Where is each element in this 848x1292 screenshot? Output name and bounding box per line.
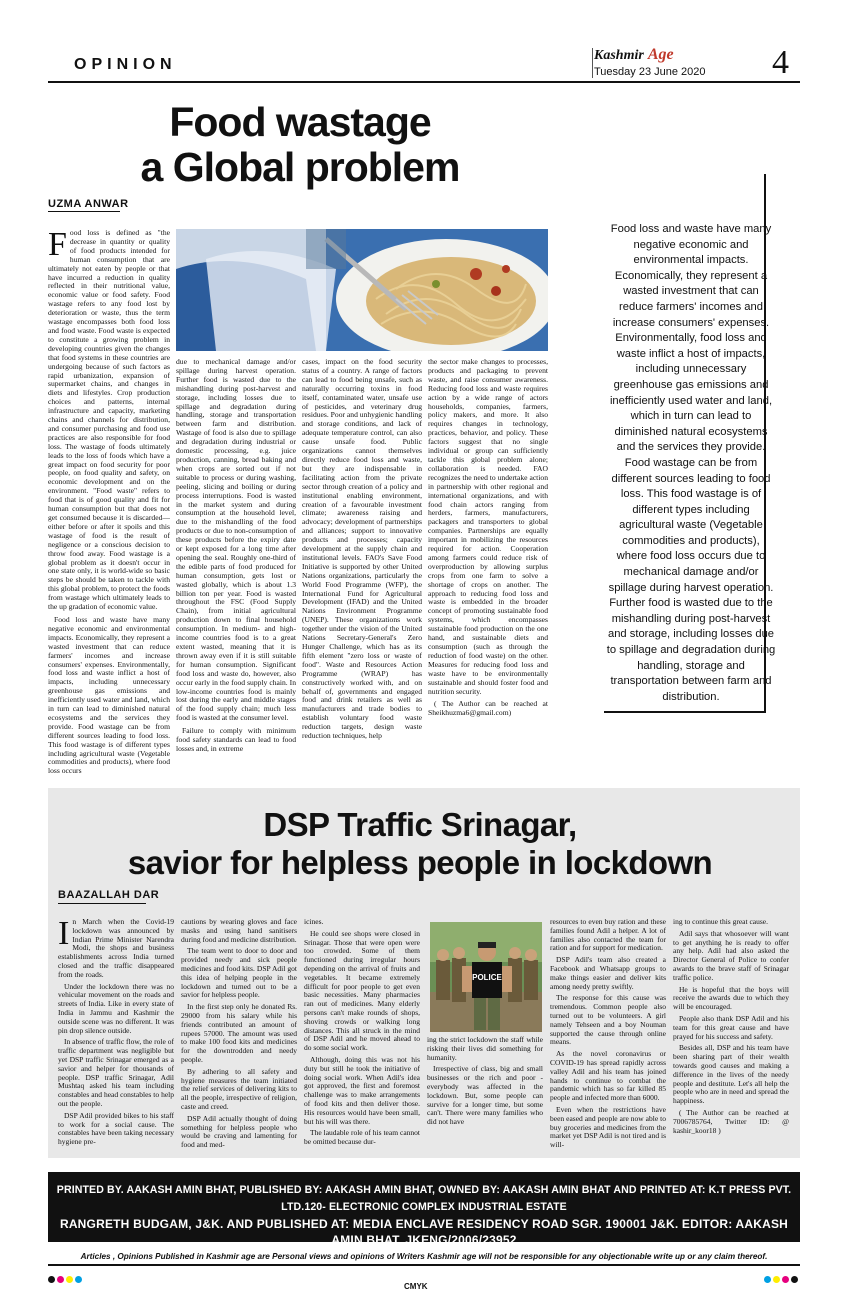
article2-col4-p1: ing the strict lockdown the staff while risking their lives did something for humanity. — [427, 1036, 543, 1062]
masthead-logo-part2: Age — [647, 46, 674, 63]
article2-column-6 — [673, 918, 789, 1154]
article2-headline-line1: DSP Traffic Srinagar, — [263, 806, 577, 843]
yellow-dot — [66, 1276, 73, 1283]
article2-col1-p1: n March when the Covid-19 lockdown was announced by Indian Prime Minister Narendra Modi, the shops and business establishments across India turned closed and the traffic disappeared from the roads. — [58, 918, 174, 979]
header-rule — [48, 81, 800, 83]
article2-headline — [100, 806, 740, 882]
article1-col1-p1: ood loss is defined as "the decrease in quantity or quality of food products intended for human consumption that are ultimately not eaten by people or that have incurred a reduction in quality reflected in their nutritional value, economic value or food safety. Food wastage refers to any food lost by deterioration or waste, thus the term wastage encompasses both food loss and food waste. Food waste is expected to constitute a growing problem in developing countries given the changes that food systems in these countries are undergoing because of such factors as rapid urbanization, expansion of supermarket chains, and changes in diets and lifestyles. Crop production choices and patterns, internal infrastructure and capacity, marketing chains and channels for distribution, and consumer purchasing and food use practices are also responsible for food loss. The wastage of foods ultimately leads to the loss of foods which have a great impact on food security for poor people, on food quality and safety, on economic development and on the environment. "Food waste" refers to food that is of good quality and fit for human consumption but that does not get consumed because it is discarded—either before or after it spoils and this wastage of food is the result of negligence or a conscious decision to throw food away. Food wastage is a global problem as it doesn't occur in one state only, it is world-wide so basic steps be should be taken to tackle with this global problem, to protect the foods from wastage which ultimately leads to the up gradation of economic value. — [48, 229, 170, 612]
article1-headline — [100, 100, 500, 190]
article2-paragraph — [58, 918, 174, 980]
byline-rule — [58, 903, 146, 904]
issue-date: Tuesday 23 June 2020 — [594, 66, 706, 78]
cmyk-marker: CMYK — [404, 1282, 428, 1291]
footer-rule — [48, 1264, 800, 1266]
article2-col6-p5: Besides all, DSP and his team have been sharing part of their wealth towards good causes and making a difference in the lives of the needy people and destitute. Let's all help the people who are in need and spread the happiness. — [673, 1043, 789, 1106]
article2-col5-p4: As the novel coronavirus or COVID-19 has spread rapidly across valley Adil and his team has joined hands to continue to combat the pandemic which has so far killed 85 people and infected more than 6000. — [550, 1049, 666, 1103]
registration-dots-left — [48, 1268, 84, 1287]
article2-col2-p2: The team went to door to door and provided needy and sick people medicines and food kits. DSP Adil got this idea of helping people in the lockdown and turned out to be a savior for helpless people. — [181, 946, 297, 1000]
section-label: OPINION — [74, 56, 177, 73]
cyan-dot — [75, 1276, 82, 1283]
article2-col6-p2: Adil says that whosoever will want to get anything he is ready to offer any help. Adil had also asked the Director General of Police to confer awards to the brave staff of Srinagar traffic police. — [673, 928, 789, 982]
dropcap: F — [48, 229, 67, 263]
byline-rule — [48, 211, 120, 212]
article2-col5-p2: DSP Adil's team also created a Facebook and Whatsapp groups to make things easier and deliver kits among needy pretty swiftly. — [550, 955, 666, 991]
article2-col2-p4: By adhering to all safety and hygiene measures the team initiated the relief services of delivering kits to all the people, irrespective of religion, caste and creed. — [181, 1066, 297, 1111]
article2-headline-line2: savior for helpless people in lockdown — [127, 844, 713, 881]
article2-column-1 — [58, 918, 174, 1154]
article2-column-3 — [304, 918, 420, 1154]
article1-column-1 — [48, 229, 170, 791]
article1-byline: UZMA ANWAR — [48, 198, 129, 210]
masthead-logo — [594, 46, 674, 64]
article2-col1-p2: Under the lockdown there was no vehicular movement on the roads and streets of India. Like in every state of India in Jammu and Kashmir the outside scene was no different. It was pin drop silence outside. — [58, 981, 174, 1035]
article1-col1-p2: Food loss and waste have many negative economic and environmental impacts. Economically, they represent a wasted investment that can reduce farmers' incomes and increase consumers' expenses. Environmentally, food loss and waste inflict a host of impacts, including unnecessary greenhouse gas emissions and inefficiently used water and land, which in turn can lead to diminished natural ecosystems and the services they provide. Food wastage can be from different sources leading to food loss. This food wastage is of different types including agricultural waste (Vegetable commodities and products), where food loss occurs — [48, 614, 170, 776]
black-dot — [791, 1276, 798, 1283]
article2-col3-p1: icines. — [304, 918, 324, 926]
imprint-line-1: PRINTED BY. AAKASH AMIN BHAT, PUBLISHED BY: AAKASH AMIN BHAT, OWNED BY: AAKASH AMIN BHAT AND PRINTED AT: K.T PRESS PVT. LTD.120- ELECTRONIC COMPLEX INDUSTRIAL ESTATE — [56, 1184, 792, 1213]
article2-col6-p4: People also thank DSP Adil and his team for this great cause and have prayed for his success and safety. — [673, 1013, 789, 1041]
article2-col2-p3: In the first step only he donated Rs. 29000 from his salary while his friends contributed an amount of rupees 57000. The amount was used to make 100 food kits and medicines for the downtrodden and needy people. — [181, 1002, 297, 1064]
magenta-dot — [782, 1276, 789, 1283]
article1-column-4 — [428, 358, 548, 790]
article2-column-2 — [181, 918, 297, 1154]
article1-col2-p1: due to mechanical damage and/or spillage during harvest operation. Further food is wasted due to the mishandling during post-harvest and storage, including losses due to spillage and degradation during handling, storage and transportation between farm and distribution. Wastage of food is also due to spillage and degradation during industrial or domestic processing, e.g. juice production, canning, bread baking and when crops are sorted out if not suitable to process or during washing, peeling, slicing and boiling or during process interruptions. Food is wasted in the market system and during consumption at the household level, due to the mishandling of the food products or due to non-consumption of these products before the expiry date or kept exposed for a long time after opening the seal. Roughly one-third of the edible parts of food produced for human consumption, gets lost or wasted globally, which is about 1.3 billion ton per year. Food is wasted throughout the FSC (Food Supply Chain), from initial agricultural production down to final household consumption. In medium- and high-income countries food is to a great extent wasted, meaning that it is thrown away even if it is still suitable for human consumption. Significant food loss and waste do, however, also occur early in the food supply chain. In low-income countries food is mainly lost during the early and middle stages of the food supply chain; much less food is wasted at the consumer level. — [176, 358, 296, 723]
article2-col2-p1: cautions by wearing gloves and face masks and using hand sanitisers during food and medicine distribution. — [181, 918, 297, 944]
imprint-line-2: RANGRETH BUDGAM, J&K. AND PUBLISHED AT: MEDIA ENCLAVE RESIDENCY ROAD SGR. 190001 J&K. EDITOR: AAKASH AMIN BHAT, JKENG/2006/23952 — [59, 1217, 789, 1247]
article2-col2-p5: DSP Adil actually thought of doing something for helpless people who would be craving and lamenting for food and med- — [181, 1113, 297, 1150]
article1-column-2 — [176, 358, 296, 790]
article2-col6-p1: ing to continue this great cause. — [673, 918, 768, 926]
pull-quote-horizontal-rule — [604, 711, 766, 713]
article2-col5-p3: The response for this cause was tremendous. Common people also turned out to be volunteers. A girl namely Tehseen and a boy Nouman supported the cause through online means. — [550, 993, 666, 1047]
article2-col3-p2: He could see shops were closed in Srinagar. Those that were open were too crowded. Some of them functioned during irregular hours depending on the arrival of fruits and vegetables. It became extremely difficult for poor people to get even basic necessities. Many pharmacies ran out of medicines. Many elderly persons can't make rounds of shops, shoving crowds or walking long distances. This all struck in the mind of DSP Adil and he moved ahead to do some social work. — [304, 928, 420, 1053]
article1-author-note: ( The Author can be reached at Sheikhuzma6@gmail.com) — [428, 699, 548, 718]
article2-col3-p4: The laudable role of his team cannot be omitted because dur- — [304, 1128, 420, 1147]
article1-col2-p2: Failure to comply with minimum food safety standards can lead to food losses and, in extreme — [176, 726, 296, 753]
article2-author-note: ( The Author can be reached at 7006785764, Twitter ID: @ kashir_koor18 ) — [673, 1107, 789, 1135]
article2-column-4 — [427, 1036, 543, 1154]
article2-col1-p3: In absence of traffic flow, the role of traffic department was negligible but yet DSP traffic Srinagar emerged as a savior and helper for thousands of people. DSP traffic Srinagar, Adil Mushtaq asked his team including constables and head constables to help out the people. — [58, 1037, 174, 1108]
article1-headline-line2: a Global problem — [140, 144, 460, 190]
page-number: 4 — [772, 44, 789, 81]
article1-col3-p1: cases, impact on the food security status of a country. A range of factors can lead to food being unsafe, such as naturally occurring toxins in food itself, contaminated water, unsafe use of pesticides, and veterinary drug residues. Poor and unhygienic handling and storage conditions, and lack of adequate temperature control, can also cause unsafe food. Public organizations cannot themselves directly reduce food loss and waste, but they are indispensable in facilitating action from the private sector through creation of a policy and institutional enabling environment, creation of a favourable investment climate; awareness raising and advocacy; development of partnerships and alliances; support to innovative products and processes; capacity development at the supply chain and institutional levels. FAO's Save Food Initiative is supported by other United Nations organizations, particularly the World Food Programme (WFP), the International Fund for Agricultural Development (IFAD) and the United Nations Environment Programme (UNEP). These organizations work together under the vision of the United Nations Secretary-General's Zero Hunger Challenge, which has as its fifth element "zero loss or waste of food". Waste and Resources Action Programme (WRAP) has constructively worked with, and on behalf of, governments and engaged food and drink retailers as well as manufacturers and trade bodies to establish voluntary food waste reduction targets, design waste reduction techniques, help — [302, 358, 422, 741]
article2-col6-p3: He is hopeful that the boys will receive the awards due to which they will be encouraged. — [673, 984, 789, 1012]
dropcap: I — [58, 918, 70, 952]
article2-byline: BAAZALLAH DAR — [58, 889, 160, 901]
food-waste-photo — [176, 229, 548, 351]
dsp-adil-photo-illustration — [430, 922, 542, 1032]
black-dot — [48, 1276, 55, 1283]
article2-col1-p4: DSP Adil provided bikes to his staff to work for a social cause. The constables have been taking necessary hygiene pre- — [58, 1110, 174, 1147]
article2-col5-p1: resources to even buy ration and these families found Adil a helper. A lot of families also contacted the team for ration and for support for medication. — [550, 918, 666, 953]
police-shirt-text: POLICE — [472, 973, 502, 982]
article2-col5-p5: Even when the restrictions have been eased and people are now able to buy groceries and medicines from the market yet DSP Adil is not tired and is will- — [550, 1104, 666, 1150]
dsp-adil-photo — [430, 922, 542, 1032]
masthead-divider — [592, 48, 593, 78]
cyan-dot — [764, 1276, 771, 1283]
article2-column-5 — [550, 918, 666, 1154]
article1-column-3 — [302, 358, 422, 790]
yellow-dot — [773, 1276, 780, 1283]
food-waste-photo-illustration — [176, 229, 548, 351]
article2-col4-p2: Irrespective of class, big and small businesses or the rich and poor - everybody was affected in the lockdown. But, some people can survive for a longer time, but some can't. There were many families who did not have — [427, 1064, 543, 1127]
article1-headline-line1: Food wastage — [169, 99, 431, 145]
pull-quote: Food loss and waste have many negative economic and environmental impacts. Economically, they represent a wasted investment that can reduce farmers' incomes and increase consumers' expenses. Environmentally, food loss and waste inflict a host of impacts, including unnecessary greenhouse gas emissions and inefficiently used water and land, which in turn can lead to diminished natural ecosystems and the services they provide. Food wastage can be from different sources leading to food loss. This food wastage is of different types including agricultural waste (Vegetable commodities and products), where food loss occurs due to mechanical damage and/or spillage during harvest operation. Further food is wasted due to the mishandling during post-harvest and storage, including losses due to spillage and degradation during handling, storage and transportation between farm and distribution. — [606, 223, 776, 703]
magenta-dot — [57, 1276, 64, 1283]
registration-dots-right — [764, 1268, 800, 1287]
imprint-box — [48, 1172, 800, 1247]
article1-col4-p1: the sector make changes to processes, products and packaging to prevent waste, and raise consumer awareness. Reducing food loss and waste requires action by a wide range of actors households, companies, farmers, policy makers, and more. It also requires changes in technology, practices, behavior, and policy. These factors suggest that no single individual or group can sufficiently tackle this global problem alone; collaboration is needed. FAO recognizes the need to undertake action in partnership with other regional and international organizations, and with food chain actors ranging from herders, farmers, manufacturers, packagers and transporters to global companies. Partnerships are equally important in mobilizing the resources required for action. Cooperation among farmers could reduce risk of overproduction by allowing surplus crops from one farm to solve a shortage of crops on another. The approach to reducing food loss and waste is embedded in the broader concept of promoting sustainable food systems, which encompasses sustainable food production on the one hand, and sustainable diets and consumption (such as through the reduction of food waste) on the other. Measures for reducing food loss and waste have to be environmentally sustainable and should foster food and nutrition security. — [428, 358, 548, 696]
article1-paragraph — [48, 229, 170, 612]
disclaimer: Articles , Opinions Published in Kashmir age are Personal views and opinions of Writers Kashmir age will not be responsible for any objectionable write up or any claim thereof. — [80, 1252, 768, 1261]
article2-col3-p3: Although, doing this was not his duty but still he took the initiative of doing social work. When Adil's idea got approved, the first and foremost challenge was to make arrangements of food kits and then deliver those. His resources would have been small, but his will was there. — [304, 1054, 420, 1126]
masthead-logo-part1: Kashmir — [594, 48, 644, 63]
